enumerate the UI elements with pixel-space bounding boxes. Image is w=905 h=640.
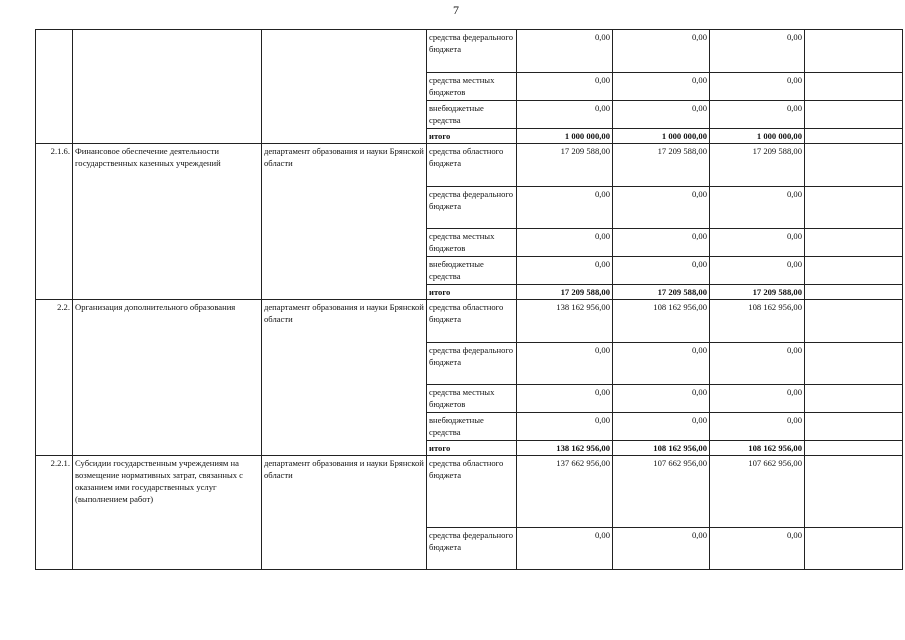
empty-cell xyxy=(805,285,903,300)
empty-cell xyxy=(805,300,903,343)
amount-year-1: 17 209 588,00 xyxy=(517,144,613,187)
funding-source: итого xyxy=(427,285,517,300)
amount-year-1: 0,00 xyxy=(517,257,613,285)
row-executor xyxy=(262,30,427,144)
funding-source: средства местных бюджетов xyxy=(427,385,517,413)
amount-year-1: 0,00 xyxy=(517,528,613,570)
amount-year-2: 0,00 xyxy=(613,257,710,285)
amount-year-2: 0,00 xyxy=(613,343,710,385)
amount-year-3: 0,00 xyxy=(710,187,805,229)
amount-year-3: 0,00 xyxy=(710,343,805,385)
amount-year-1: 137 662 956,00 xyxy=(517,456,613,528)
row-code: 2.2.1. xyxy=(36,456,73,570)
funding-source: итого xyxy=(427,441,517,456)
table-row xyxy=(36,144,903,187)
funding-source: внебюджетные средства xyxy=(427,257,517,285)
amount-year-3: 0,00 xyxy=(710,101,805,129)
empty-cell xyxy=(805,101,903,129)
empty-cell xyxy=(805,343,903,385)
amount-year-3: 0,00 xyxy=(710,385,805,413)
empty-cell xyxy=(805,441,903,456)
amount-year-1: 0,00 xyxy=(517,385,613,413)
amount-year-2: 1 000 000,00 xyxy=(613,129,710,144)
table-row xyxy=(36,30,903,73)
empty-cell xyxy=(805,229,903,257)
empty-cell xyxy=(805,456,903,528)
funding-source: средства федерального бюджета xyxy=(427,187,517,229)
row-activity-name: Организация дополнительного образования xyxy=(73,300,262,456)
amount-year-3: 108 162 956,00 xyxy=(710,300,805,343)
empty-cell xyxy=(805,73,903,101)
funding-source: итого xyxy=(427,129,517,144)
funding-source: средства федерального бюджета xyxy=(427,343,517,385)
funding-source: средства областного бюджета xyxy=(427,300,517,343)
amount-year-3: 108 162 956,00 xyxy=(710,441,805,456)
amount-year-2: 0,00 xyxy=(613,101,710,129)
funding-source: внебюджетные средства xyxy=(427,413,517,441)
amount-year-2: 0,00 xyxy=(613,229,710,257)
amount-year-1: 138 162 956,00 xyxy=(517,300,613,343)
amount-year-3: 0,00 xyxy=(710,73,805,101)
amount-year-3: 17 209 588,00 xyxy=(710,144,805,187)
amount-year-2: 0,00 xyxy=(613,187,710,229)
amount-year-1: 138 162 956,00 xyxy=(517,441,613,456)
funding-source: средства федерального бюджета xyxy=(427,30,517,73)
funding-source: средства областного бюджета xyxy=(427,456,517,528)
empty-cell xyxy=(805,528,903,570)
amount-year-2: 17 209 588,00 xyxy=(613,144,710,187)
empty-cell xyxy=(805,144,903,187)
empty-cell xyxy=(805,30,903,73)
amount-year-3: 0,00 xyxy=(710,30,805,73)
amount-year-2: 0,00 xyxy=(613,73,710,101)
page-number: 7 xyxy=(453,3,459,17)
row-activity-name: Субсидии государственным учреждениям на возмещение нормативных затрат, связанных с оказанием ими государственных услуг (выполнением работ) xyxy=(73,456,262,570)
funding-source: средства местных бюджетов xyxy=(427,229,517,257)
amount-year-3: 0,00 xyxy=(710,528,805,570)
amount-year-2: 0,00 xyxy=(613,413,710,441)
empty-cell xyxy=(805,257,903,285)
table-row xyxy=(36,300,903,343)
amount-year-1: 17 209 588,00 xyxy=(517,285,613,300)
amount-year-3: 0,00 xyxy=(710,413,805,441)
amount-year-1: 0,00 xyxy=(517,413,613,441)
funding-source: средства местных бюджетов xyxy=(427,73,517,101)
empty-cell xyxy=(805,413,903,441)
empty-cell xyxy=(805,385,903,413)
funding-source: внебюджетные средства xyxy=(427,101,517,129)
row-code: 2.1.6. xyxy=(36,144,73,300)
row-executor: департамент образования и науки Брянской области xyxy=(262,144,427,300)
amount-year-2: 0,00 xyxy=(613,385,710,413)
empty-cell xyxy=(805,129,903,144)
funding-source: средства областного бюджета xyxy=(427,144,517,187)
amount-year-1: 0,00 xyxy=(517,73,613,101)
row-code xyxy=(36,30,73,144)
amount-year-2: 107 662 956,00 xyxy=(613,456,710,528)
row-activity-name: Финансовое обеспечение деятельности государственных казенных учреждений xyxy=(73,144,262,300)
amount-year-3: 0,00 xyxy=(710,229,805,257)
amount-year-2: 0,00 xyxy=(613,30,710,73)
amount-year-1: 0,00 xyxy=(517,229,613,257)
row-executor: департамент образования и науки Брянской области xyxy=(262,456,427,570)
amount-year-1: 0,00 xyxy=(517,101,613,129)
amount-year-2: 0,00 xyxy=(613,528,710,570)
budget-table-body xyxy=(36,30,903,570)
amount-year-1: 0,00 xyxy=(517,30,613,73)
amount-year-1: 0,00 xyxy=(517,343,613,385)
row-executor: департамент образования и науки Брянской области xyxy=(262,300,427,456)
row-activity-name xyxy=(73,30,262,144)
funding-source: средства федерального бюджета xyxy=(427,528,517,570)
amount-year-3: 0,00 xyxy=(710,257,805,285)
amount-year-1: 0,00 xyxy=(517,187,613,229)
amount-year-1: 1 000 000,00 xyxy=(517,129,613,144)
empty-cell xyxy=(805,187,903,229)
table-row xyxy=(36,456,903,528)
row-code: 2.2. xyxy=(36,300,73,456)
amount-year-3: 1 000 000,00 xyxy=(710,129,805,144)
amount-year-2: 108 162 956,00 xyxy=(613,300,710,343)
amount-year-3: 107 662 956,00 xyxy=(710,456,805,528)
budget-table xyxy=(35,29,903,570)
amount-year-2: 108 162 956,00 xyxy=(613,441,710,456)
amount-year-3: 17 209 588,00 xyxy=(710,285,805,300)
amount-year-2: 17 209 588,00 xyxy=(613,285,710,300)
